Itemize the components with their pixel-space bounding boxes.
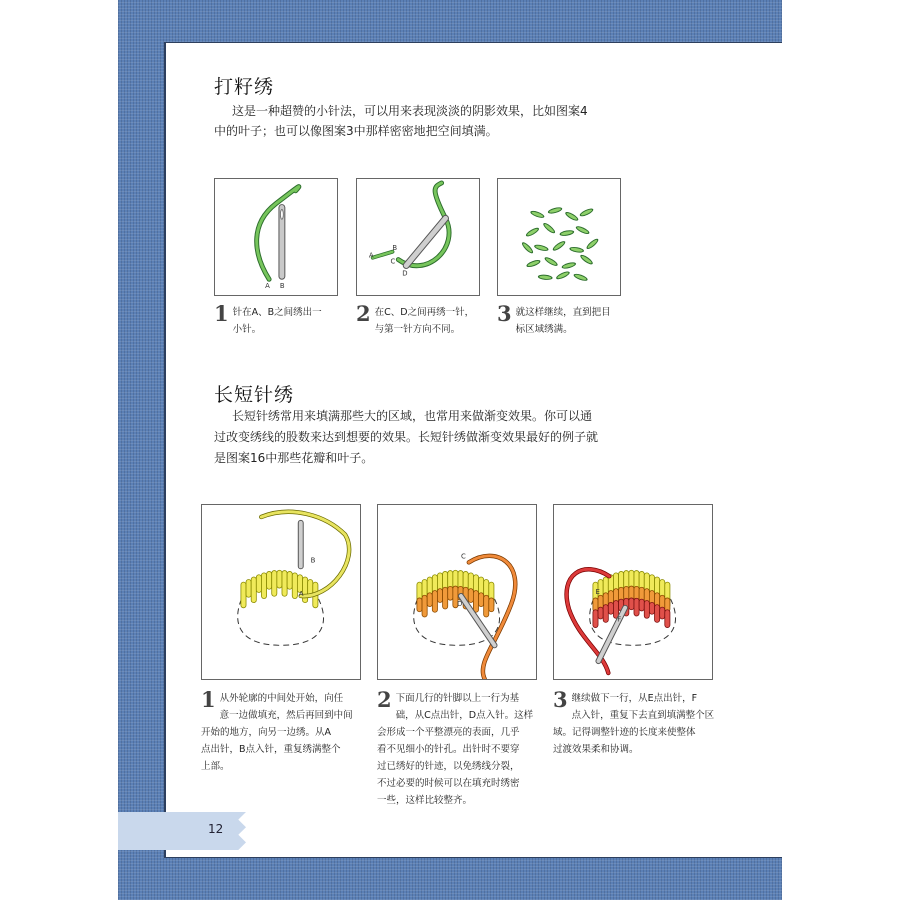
- step-text: 从外轮廓的中间处开始，向任: [219, 693, 344, 704]
- step-text-line2: 标区域绣满。: [515, 324, 573, 335]
- step-number: 1: [201, 687, 216, 712]
- long-short-intro-line3: 是图案16中那些花瓣和叶子。: [214, 451, 374, 465]
- label-c: C: [390, 257, 396, 266]
- long-short-intro-line2: 过改变绣线的股数来达到想要的效果。长短针绣做渐变效果最好的例子就: [214, 430, 599, 444]
- label-d: D: [457, 599, 463, 608]
- french-knot-intro-line2: 中的叶子；也可以像图案3中那样密密地把空间填满。: [214, 124, 498, 138]
- step-text-line2: 与第一针方向不同。: [374, 324, 461, 335]
- long-short-title: 长短针绣: [214, 384, 295, 406]
- step-text-line2: 小针。: [232, 324, 262, 335]
- page-number-tab: [118, 812, 246, 850]
- step-text: 域。记得调整针迹的长度来使整体: [553, 727, 696, 738]
- label-a: A: [265, 282, 270, 291]
- step-text: 不过必要的时候可以在填充时绣密: [377, 778, 520, 789]
- step-text: 看不见细小的针孔。出针时不要穿: [377, 744, 520, 755]
- label-b: B: [279, 282, 285, 291]
- label-c: C: [460, 552, 466, 561]
- label-d: D: [402, 269, 408, 278]
- french-knot-step-2: [356, 301, 480, 338]
- page-number: 12: [208, 822, 224, 836]
- step-text: 点入针，重复下去直到填满整个区: [571, 710, 715, 721]
- french-knot-intro-line1: 这是一种超赞的小针法，可以用来表现淡淡的阴影效果，比如图案4: [232, 104, 588, 118]
- french-knot-figure-3: [497, 178, 621, 296]
- french-knot-title: 打籽绣: [214, 76, 275, 98]
- label-b: B: [310, 556, 316, 565]
- french-knot-step-3: [497, 301, 621, 338]
- step-text-line1: 在C、D之间再绣一针，: [374, 307, 475, 318]
- step-text: 点出针，B点入针，重复绣满整个: [201, 744, 341, 755]
- french-knot-step-1: [214, 301, 338, 338]
- label-a: A: [368, 251, 374, 260]
- step-text-line1: 就这样继续，直到把目: [515, 307, 611, 318]
- step-number: 2: [356, 301, 371, 326]
- label-e: E: [595, 587, 600, 596]
- long-short-step-1: [201, 687, 363, 775]
- french-knot-figure-2: [356, 178, 480, 296]
- long-short-step-2: [377, 687, 541, 809]
- step-text: 一些，这样比较整齐。: [377, 795, 473, 806]
- step-text: 础，从C点出针，D点入针。这样: [395, 710, 534, 721]
- long-short-figure-2: [377, 504, 537, 680]
- step-text: 意一边做填充，然后再回到中间: [219, 710, 353, 721]
- step-text-line1: 针在A、B之间绣出一: [232, 307, 322, 318]
- label-f: F: [617, 615, 622, 624]
- long-short-figure-1: [201, 504, 361, 680]
- label-a: A: [298, 589, 304, 598]
- step-number: 3: [553, 687, 568, 712]
- step-text: 下面几行的针脚以上一行为基: [395, 693, 520, 704]
- step-number: 3: [497, 301, 512, 326]
- long-short-intro-line1: 长短针绣常用来填满那些大的区域，也常用来做渐变效果。你可以通: [232, 409, 593, 423]
- step-number: 2: [377, 687, 392, 712]
- step-text: 过渡效果柔和协调。: [553, 744, 639, 755]
- long-short-step-3: [553, 687, 717, 758]
- french-knot-figure-1: [214, 178, 338, 296]
- step-number: 1: [214, 301, 229, 326]
- step-text: 开始的地方，向另一边绣。从A: [201, 727, 331, 738]
- label-b: B: [392, 243, 398, 252]
- step-text: 上部。: [201, 761, 230, 772]
- step-text: 继续做下一行，从E点出针，F: [571, 693, 698, 704]
- step-text: 过已绣好的针迹，以免绣线分裂，: [377, 761, 520, 772]
- step-text: 会形成一个平整漂亮的表面，几乎: [377, 727, 520, 738]
- long-short-figure-3: [553, 504, 713, 680]
